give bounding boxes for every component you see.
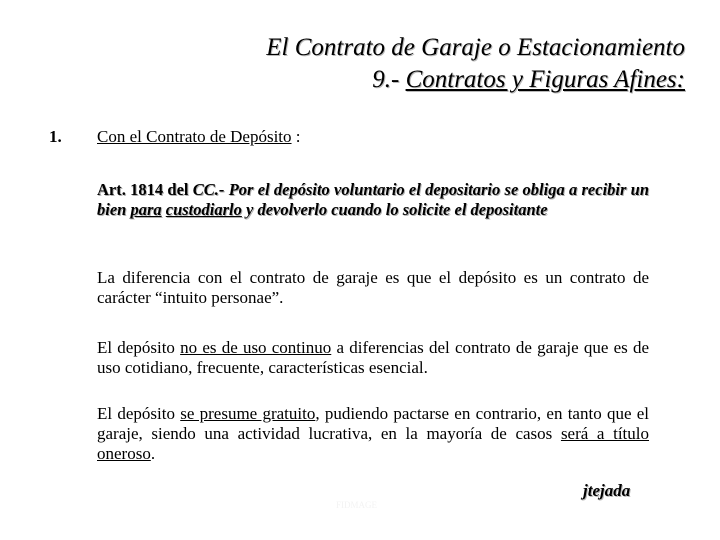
p3-end: . [150, 444, 156, 463]
paragraph-gratuitous [97, 404, 649, 464]
article-quote [97, 180, 649, 220]
item-number: 1. [49, 127, 62, 146]
p3-underlined-1: se presume gratuito [180, 404, 316, 423]
section-title: Contratos y Figuras Afines: [405, 66, 685, 93]
p3-start: El depósito [97, 404, 175, 423]
article-ref: Art. 1814 del [97, 180, 189, 199]
article-cc: CC.- [192, 180, 225, 199]
paragraph-continuous-use [97, 338, 649, 378]
item-heading-colon: : [295, 127, 301, 146]
p2-underlined: no es de uso continuo [180, 338, 332, 357]
section-number: 9.- [372, 66, 400, 93]
article-text-1: Por el depósito voluntario el depositario se obliga a recibir un bien [97, 180, 650, 219]
article-text-custodiarlo: custodiarlo [165, 200, 242, 219]
p2-end: a diferencias del contrato de garaje que es de uso cotidiano, frecuente, características esencial. [97, 338, 649, 377]
faint-watermark: FIDMAGE [336, 500, 378, 510]
article-text-para: para [130, 200, 162, 219]
author-signature: jtejada [583, 481, 631, 500]
paragraph-difference: La diferencia con el contrato de garaje es que el depósito es un contrato de carácter “intuito personae”. [97, 268, 649, 307]
p3-underlined-2: será a título oneroso [97, 424, 650, 463]
item-heading-text: Con el Contrato de Depósito [97, 127, 292, 146]
slide-title-line2 [372, 64, 685, 96]
p3-middle: , pudiendo pactarse en contrario, en tanto que el garaje, siendo una actividad lucrativa, en la mayoría de casos [97, 404, 649, 443]
article-text-2: y devolverlo cuando lo solicite el depositante [246, 200, 548, 219]
item-heading [97, 127, 301, 147]
slide-title-line1: El Contrato de Garaje o Estacionamiento [266, 34, 685, 61]
p2-start: El depósito [97, 338, 175, 357]
